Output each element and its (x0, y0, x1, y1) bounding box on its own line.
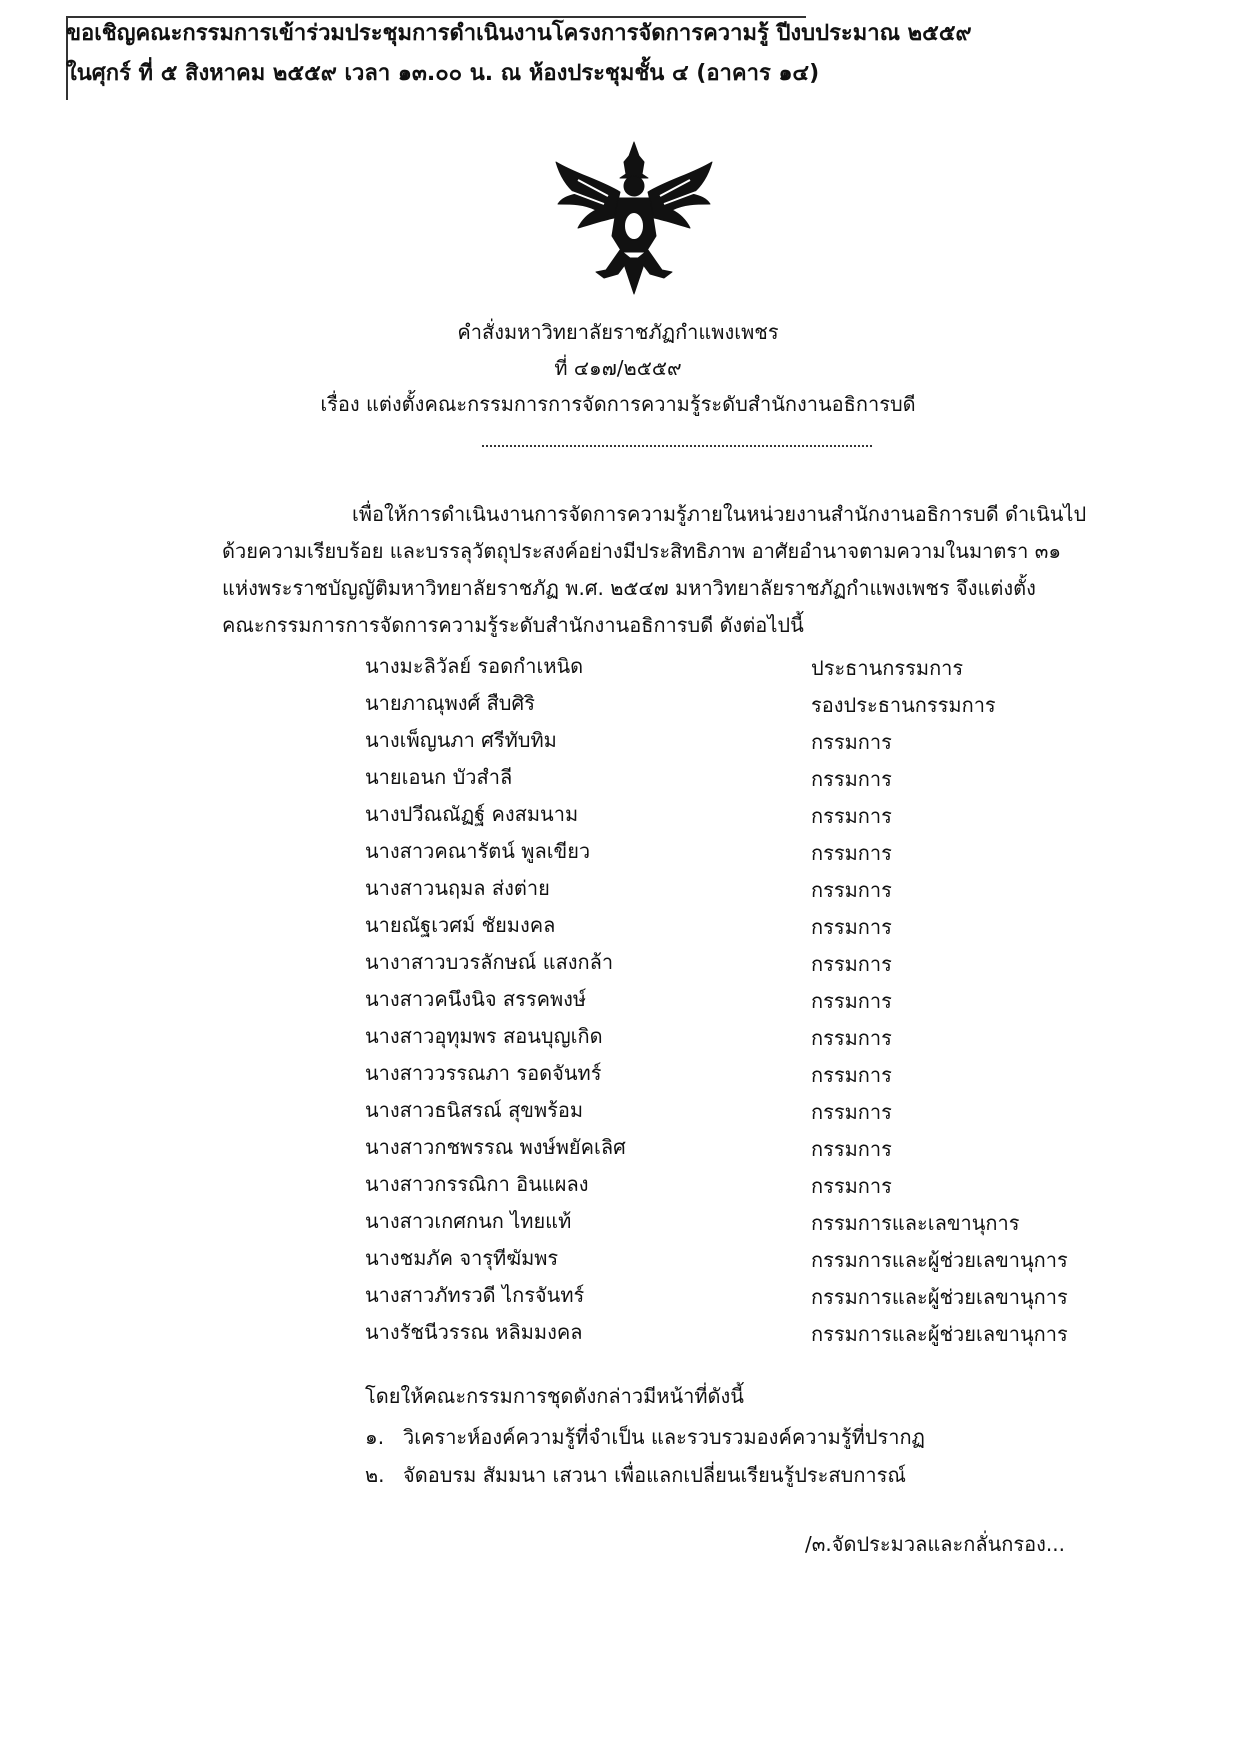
order-number: ที่ ๔๑๗/๒๕๕๙ (554, 356, 682, 380)
duties-list (365, 1418, 1125, 1494)
handwritten-meeting-note (66, 14, 1166, 94)
meeting-note-line-2: ในศุกร์ ที่ ๕ สิงหาคม ๒๕๕๙ เวลา ๑๓.๐๐ น. ณ ห้องประชุมชั้น ๔ (อาคาร ๑๔) (66, 61, 820, 86)
member-name: นายเอนก บัวสำลี (365, 765, 513, 789)
member-role: รองประธานกรรมการ (811, 693, 996, 717)
member-role: กรรมการ (811, 730, 892, 754)
member-row (365, 648, 1125, 685)
member-row (365, 685, 1125, 722)
member-name: นางสาวคณารัตน์ พูลเขียว (365, 839, 591, 863)
order-subject: เรื่อง แต่งตั้งคณะกรรมการการจัดการความรู้ระดับสำนักงานอธิการบดี (320, 392, 916, 416)
member-name: นางสาวอุทุมพร สอนบุญเกิด (365, 1024, 603, 1048)
member-row (365, 1314, 1125, 1351)
duty-text: วิเคราะห์องค์ความรู้ที่จำเป็น และรวบรวมองค์ความรู้ที่ปรากฏ (403, 1425, 925, 1449)
member-role: กรรมการและผู้ช่วยเลขานุการ (811, 1285, 1068, 1309)
member-name: นางสาวนฤมล ส่งต่าย (365, 876, 550, 900)
member-role: กรรมการ (811, 878, 892, 902)
body-line-2: ด้วยความเรียบร้อย และบรรลุวัตถุประสงค์อย่างมีประสิทธิภาพ อาศัยอำนาจตามความในมาตรา ๓๑ (222, 539, 1062, 563)
member-row (365, 1129, 1125, 1166)
continued-on-next-page: /๓.จัดประมวลและกลั่นกรอง... (805, 1532, 1065, 1556)
member-role: กรรมการและเลขานุการ (811, 1211, 1020, 1235)
member-row (365, 833, 1125, 870)
duty-item (365, 1418, 1125, 1456)
member-role: กรรมการ (811, 1026, 892, 1050)
member-role: กรรมการ (811, 989, 892, 1013)
member-name: นางเพ็ญนภา ศรีทับทิม (365, 728, 557, 752)
body-line-1: เพื่อให้การดำเนินงานการจัดการความรู้ภายในหน่วยงานสำนักงานอธิการบดี ดำเนินไป (352, 502, 1087, 526)
committee-member-list (365, 648, 1125, 1351)
member-role: กรรมการและผู้ช่วยเลขานุการ (811, 1322, 1068, 1346)
duty-number: ๒. (365, 1463, 385, 1487)
duty-item (365, 1456, 1125, 1494)
member-role: กรรมการ (811, 1137, 892, 1161)
member-row (365, 1277, 1125, 1314)
member-name: นางสาววรรณภา รอดจันทร์ (365, 1061, 602, 1085)
member-name: นางปวีณณัฏฐ์ คงสมนาม (365, 802, 579, 826)
member-name: นางสาวธนิสรณ์ สุขพร้อม (365, 1098, 584, 1122)
member-row (365, 1166, 1125, 1203)
member-row (365, 1018, 1125, 1055)
member-row (365, 944, 1125, 981)
member-name: นางสาวภัทรวดี ไกรจันทร์ (365, 1283, 585, 1307)
member-role: กรรมการ (811, 915, 892, 939)
member-row (365, 870, 1125, 907)
member-row (365, 759, 1125, 796)
member-role: กรรมการ (811, 1063, 892, 1087)
member-role: กรรมการ (811, 1174, 892, 1198)
member-name: นางสาวคนึงนิจ สรรคพงษ์ (365, 987, 587, 1011)
member-name: นางชมภัค จารุทีฆัมพร (365, 1246, 559, 1270)
member-row (365, 1203, 1125, 1240)
member-name: นายภาณุพงศ์ สืบศิริ (365, 691, 535, 715)
member-role: กรรมการ (811, 804, 892, 828)
member-name: นางาสาวบวรลักษณ์ แสงกล้า (365, 950, 614, 974)
body-line-3: แห่งพระราชบัญญัติมหาวิทยาลัยราชภัฏ พ.ศ. ๒๕๔๗ มหาวิทยาลัยราชภัฏกำแพงเพชร จึงแต่งตั้ง (222, 576, 1036, 600)
member-row (365, 722, 1125, 759)
member-name: นางรัชนีวรรณ หลิมมงคล (365, 1320, 583, 1344)
duty-number: ๑. (365, 1425, 385, 1449)
member-row (365, 907, 1125, 944)
member-name: นางมะลิวัลย์ รอดกำเหนิด (365, 654, 584, 678)
member-role: กรรมการ (811, 952, 892, 976)
member-role: กรรมการ (811, 841, 892, 865)
member-role: กรรมการ (811, 767, 892, 791)
dotted-divider (482, 445, 872, 447)
member-role: กรรมการและผู้ช่วยเลขานุการ (811, 1248, 1068, 1272)
member-role: ประธานกรรมการ (811, 656, 964, 680)
garuda-emblem-icon (548, 140, 720, 296)
member-row (365, 796, 1125, 833)
duties-intro: โดยให้คณะกรรมการชุดดังกล่าวมีหน้าที่ดังนี้ (365, 1384, 744, 1408)
member-row (365, 1240, 1125, 1277)
member-role: กรรมการ (811, 1100, 892, 1124)
order-title: คำสั่งมหาวิทยาลัยราชภัฏกำแพงเพชร (457, 320, 779, 344)
member-row (365, 1055, 1125, 1092)
member-row (365, 1092, 1125, 1129)
order-body-paragraph (222, 496, 1122, 644)
body-line-4: คณะกรรมการการจัดการความรู้ระดับสำนักงานอธิการบดี ดังต่อไปนี้ (222, 613, 804, 637)
member-row (365, 981, 1125, 1018)
meeting-note-line-1: ขอเชิญคณะกรรมการเข้าร่วมประชุมการดำเนินงานโครงการจัดการความรู้ ปีงบประมาณ ๒๕๕๙ (66, 21, 972, 46)
duty-text: จัดอบรม สัมมนา เสวนา เพื่อแลกเปลี่ยนเรียนรู้ประสบการณ์ (403, 1463, 906, 1487)
member-name: นางสาวเกศกนก ไทยแท้ (365, 1209, 572, 1233)
member-name: นางสาวกชพรรณ พงษ์พยัคเลิศ (365, 1135, 626, 1159)
member-name: นางสาวกรรณิกา อินแผลง (365, 1172, 589, 1196)
member-name: นายณัฐเวศม์ ชัยมงคล (365, 913, 556, 937)
